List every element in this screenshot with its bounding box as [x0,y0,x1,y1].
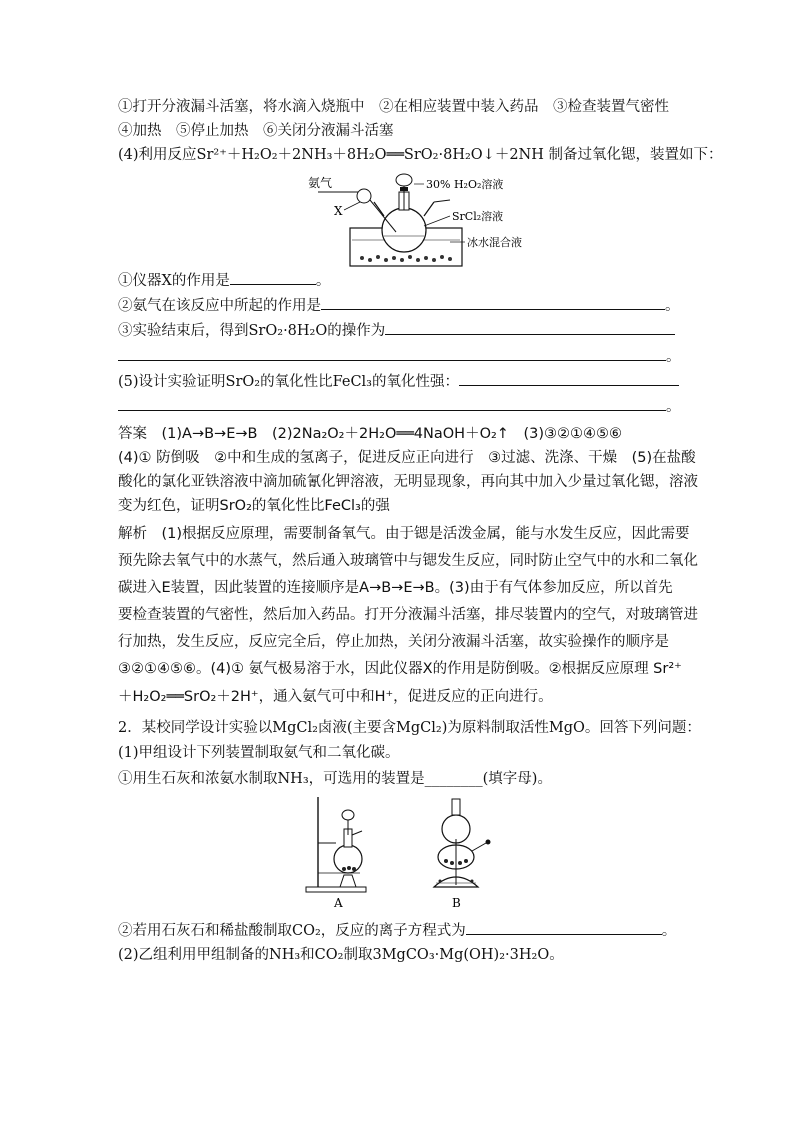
q4-sub3 [118,320,675,341]
q5-end: 。 [666,399,681,415]
q2-sub2-end: 。 [661,923,677,939]
question-2-stem: 2．某校同学设计实验以MgCl₂卤液(主要含MgCl₂)为原料制取活性MgO。回答下列问题： [118,720,701,736]
q5-cont [118,396,681,417]
option-line-1: ①打开分液漏斗活塞，将水滴入烧瓶中 ②在相应装置中装入药品 ③检查装置气密性 [118,99,669,115]
question-2-part2: (2)乙组利用甲组制备的NH₃和CO₂制取3MgCO₃·Mg(OH)₂·3H₂O。 [118,947,564,963]
explanation-line-3: 碳进入E装置，因此装置的连接顺序是A→B→E→B。(3)由于有气体参加反应，所以首先 [118,580,673,596]
answer-line-3: 酸化的氯化亚铁溶液中滴加硫氰化钾溶液，无明显现象，再向其中加入少量过氧化锶，溶液 [118,474,698,490]
q4-sub3-text: ③实验结束后，得到SrO₂·8H₂O的操作为 [118,323,386,339]
label-ammonia: 氨气 [308,176,333,190]
q4-sub1-end: 。 [315,273,331,289]
answer-line-2: (4)① 防倒吸 ②中和生成的氢离子，促进反应正向进行 ③过滤、洗涤、干燥 (5)在盐酸 [118,450,696,466]
sro2-apparatus-figure [300,170,560,270]
explanation-line-7: ＋H₂O₂══SrO₂＋2H⁺，通入氨气可中和H⁺，促进反应的正向进行。 [118,689,553,705]
option-line-2: ④加热 ⑤停止加热 ⑥关闭分液漏斗活塞 [118,123,394,139]
label-apparatus-a: A [334,896,343,910]
explanation-line-5: 行加热，发生反应，反应完全后，停止加热，关闭分液漏斗活塞，故实验操作的顺序是 [118,634,669,650]
q4-sub2-end: 。 [665,298,680,314]
answer-blank [459,371,679,386]
apparatus-ab-drawing [300,795,520,910]
gas-apparatus-figure [300,795,520,910]
explanation-line-2: 预先除去氧气中的水蒸气，然后通入玻璃管中与锶发生反应，同时防止空气中的水和二氧化 [118,553,698,569]
label-h2o2: 30% H₂O₂溶液 [426,178,504,191]
explanation-line-1: 解析 (1)根据反应原理，需要制备氧气。由于锶是活泼金属，能与水发生反应，因此需要 [118,526,690,542]
answer-blank [230,270,316,285]
question-2-sub1: ①用生石灰和浓氨水制取NH₃，可选用的装置是________(填字母)。 [118,771,552,787]
label-ice-water: 冰水混合液 [467,236,522,249]
q4-sub3-cont [118,346,681,367]
q4-sub3-end: 。 [666,349,681,365]
q4-sub2 [118,295,680,316]
answer-line-1: 答案 (1)A→B→E→B (2)2Na₂O₂＋2H₂O══4NaOH＋O₂↑ (3)③②①④⑤⑥ [118,426,622,442]
question-2-sub2 [118,920,676,941]
answer-blank [321,295,665,310]
answer-blank [118,346,666,361]
explanation-line-6: ③②①④⑤⑥。(4)① 氨气极易溶于水，因此仪器X的作用是防倒吸。②根据反应原理 Sr²⁺ [118,661,682,677]
label-apparatus-b: B [452,896,461,910]
question-4-stem: (4)利用反应Sr²⁺＋H₂O₂＋2NH₃＋8H₂O══SrO₂·8H₂O↓＋2NH 制备过氧化锶，装置如下： [118,147,723,163]
q5-text: (5)设计实验证明SrO₂的氧化性比FeCl₃的氧化性强： [118,374,459,390]
q4-sub2-text: ②氨气在该反应中所起的作用是 [118,298,321,314]
apparatus-drawing [300,170,560,270]
q2-sub2-text: ②若用石灰石和稀盐酸制取CO₂，反应的离子方程式为 [118,923,466,939]
q5 [118,371,679,392]
label-x: X [334,204,343,218]
answer-line-4: 变为红色，证明SrO₂的氧化性比FeCl₃的强 [118,498,390,514]
label-srcl2: SrCl₂溶液 [452,210,504,223]
q4-sub1 [118,270,330,291]
question-2-part1: (1)甲组设计下列装置制取氨气和二氧化碳。 [118,745,400,761]
answer-blank [385,320,675,335]
answer-blank [118,396,666,411]
q4-sub1-text: ①仪器X的作用是 [118,273,230,289]
explanation-line-4: 要检查装置的气密性，然后加入药品。打开分液漏斗活塞，排尽装置内的空气，对玻璃管进 [118,607,698,623]
answer-blank [466,920,662,935]
